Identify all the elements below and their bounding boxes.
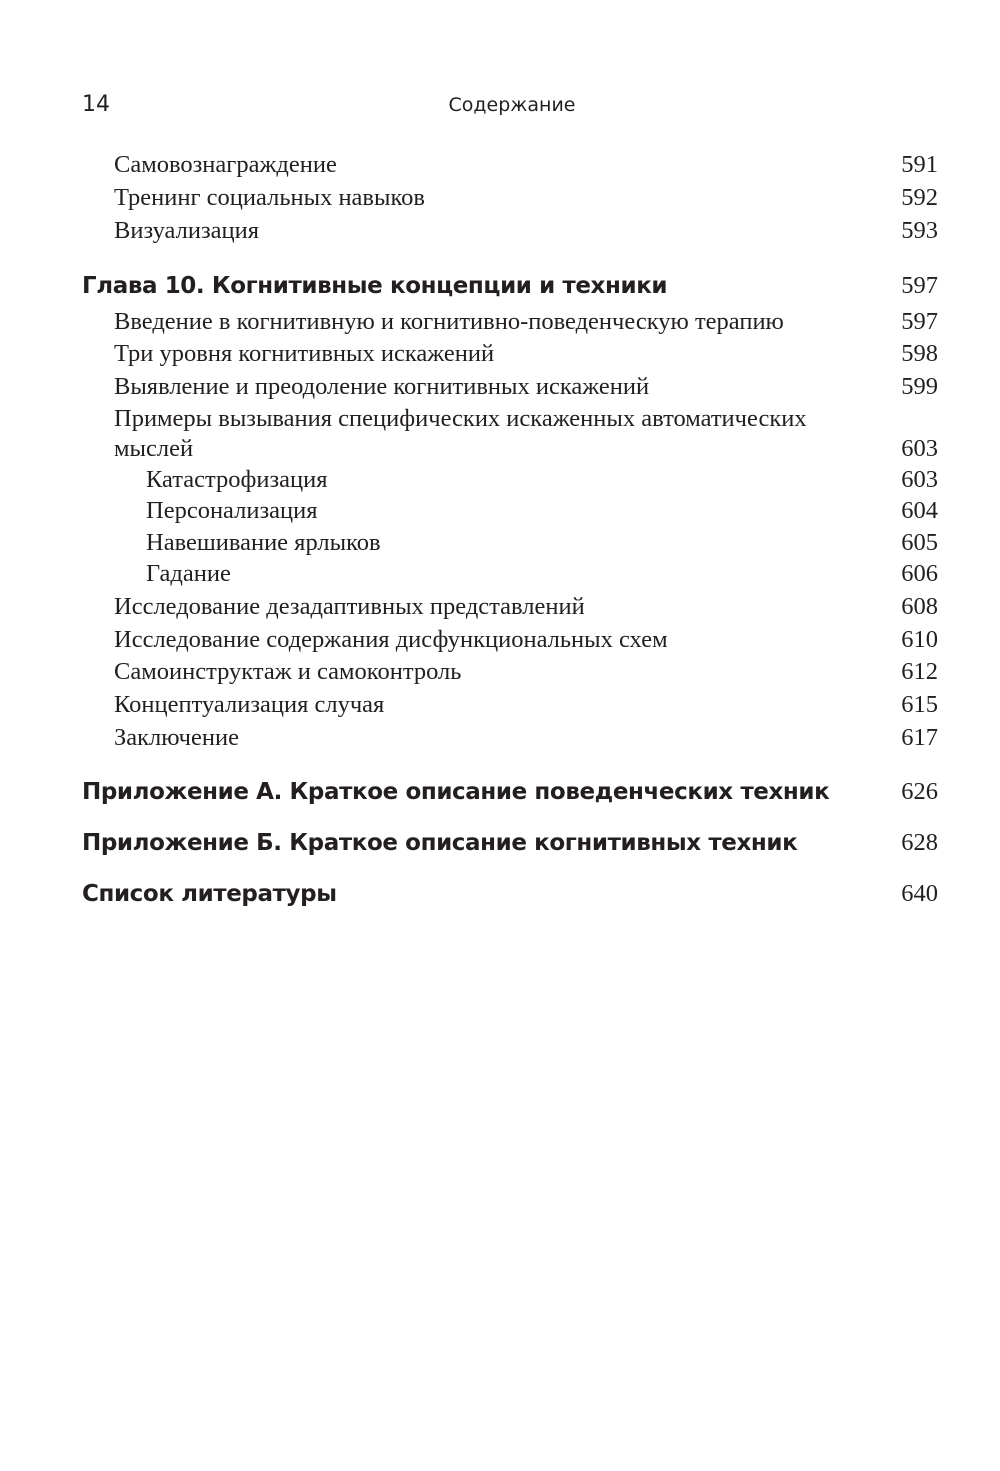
toc-entry-title: Навешивание ярлыков <box>146 529 381 556</box>
toc-entry-title: Приложение А. Краткое описание поведенческих техник <box>82 779 830 805</box>
toc-entry-page: 604 <box>901 497 938 524</box>
running-head: Содержание <box>448 94 576 116</box>
toc-entry-page: 593 <box>901 217 938 244</box>
toc-entry-title: Самовознаграждение <box>114 151 337 178</box>
toc-entry-title: Три уровня когнитивных искажений <box>114 340 495 367</box>
toc-entry-page: 591 <box>901 151 938 178</box>
toc-entry-title: Примеры вызывания специфических искаженных автоматических мыслей <box>114 405 807 462</box>
toc-entry-title: Гадание <box>146 560 231 587</box>
toc-entry-title: Исследование содержания дисфункциональных схем <box>114 626 668 653</box>
toc-entry-page: 612 <box>901 658 938 685</box>
toc-entry-page: 640 <box>901 880 938 907</box>
toc-entry-page: 610 <box>901 626 938 653</box>
toc-entry-page: 599 <box>901 373 938 400</box>
toc-entry-title: Визуализация <box>114 217 260 244</box>
toc-entry-page: 626 <box>901 778 938 805</box>
toc-entry-page: 605 <box>901 529 938 556</box>
toc-entry-page: 597 <box>901 308 938 335</box>
toc-entry-title: Введение в когнитивную и когнитивно-поведенческую терапию <box>114 308 784 335</box>
toc-entry-title: Катастрофизация <box>146 466 328 493</box>
toc-entry-title: Исследование дезадаптивных представлений <box>114 593 585 620</box>
toc-entry-title: Самоинструктаж и самоконтроль <box>114 658 462 685</box>
toc-entry-page: 606 <box>901 560 938 587</box>
toc-entry-page: 592 <box>901 184 938 211</box>
toc-entry-page: 603 <box>901 435 938 462</box>
toc-entry-title: Выявление и преодоление когнитивных искажений <box>114 373 650 400</box>
toc-entry-page: 628 <box>901 829 938 856</box>
toc-entry-page: 615 <box>901 691 938 718</box>
toc-entry-page: 608 <box>901 593 938 620</box>
toc-entry-page: 617 <box>901 724 938 751</box>
toc-entry-page: 598 <box>901 340 938 367</box>
toc-entry-page: 603 <box>901 466 938 493</box>
toc-entry-title: Список литературы <box>82 881 337 907</box>
toc-entry-title: Тренинг социальных навыков <box>114 184 425 211</box>
toc-entry-title: Концептуализация случая <box>114 691 385 718</box>
toc-entry-page: 597 <box>901 272 938 299</box>
page-number: 14 <box>82 92 110 117</box>
toc-entry-title: Глава 10. Когнитивные концепции и техники <box>82 273 668 299</box>
toc-entry-title: Заключение <box>114 724 239 751</box>
toc-entry-title: Приложение Б. Краткое описание когнитивных техник <box>82 830 798 856</box>
toc-entry-title: Персонализация <box>146 497 318 524</box>
